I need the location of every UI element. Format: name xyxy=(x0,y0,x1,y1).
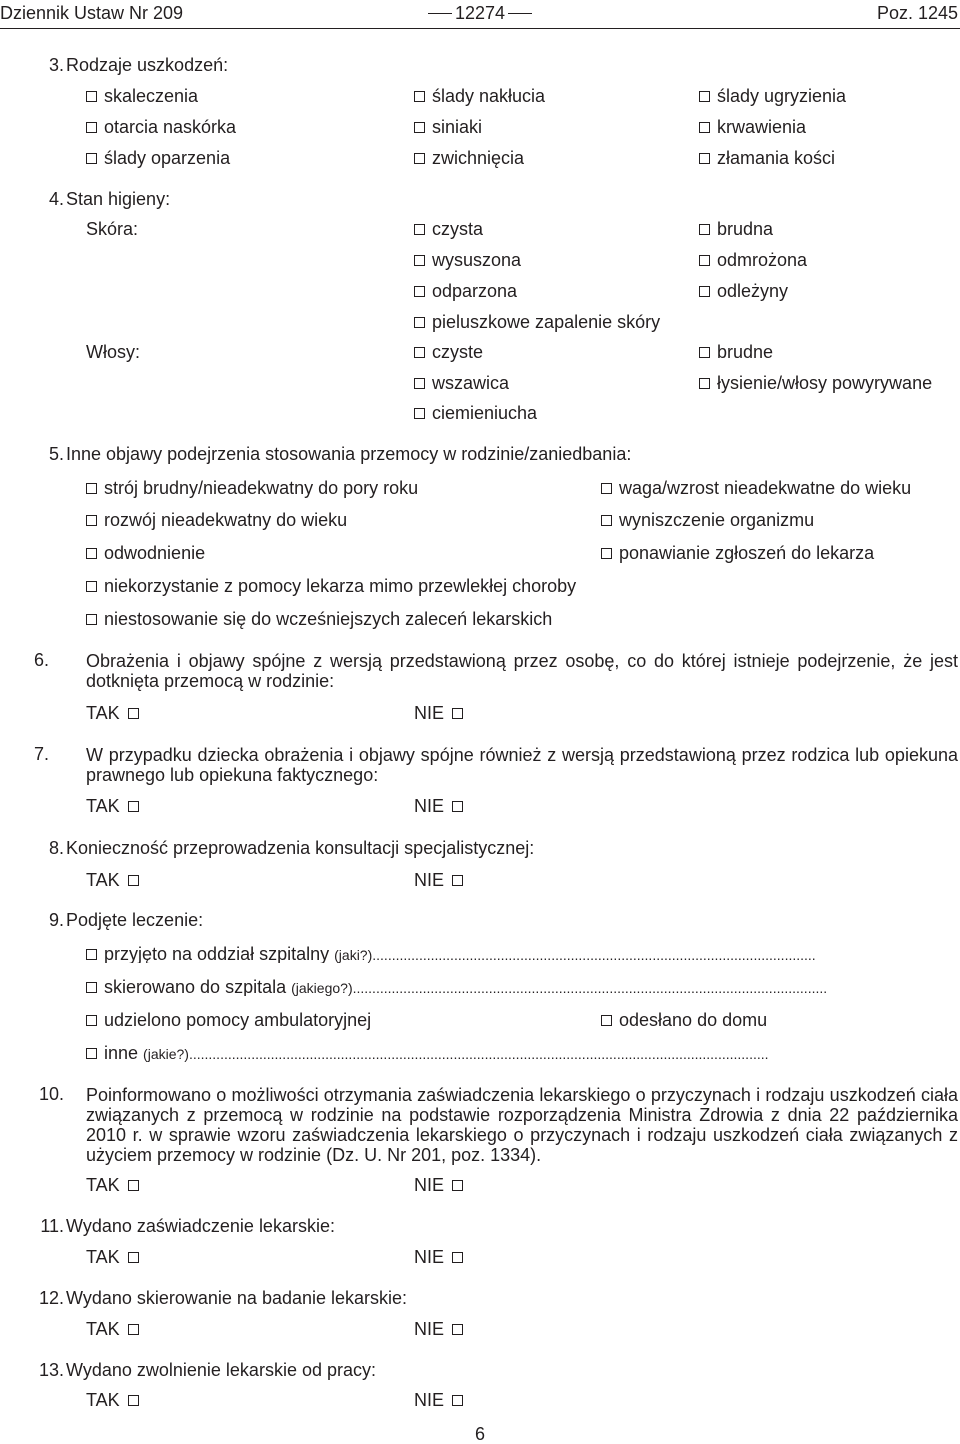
treatment-hospitalized[interactable]: przyjęto na oddział szpitalny (jaki?).................................................................................................................. xyxy=(86,945,958,963)
yes-option[interactable]: TAK xyxy=(86,1391,146,1409)
yes-checkbox[interactable] xyxy=(128,1324,139,1335)
checkbox[interactable] xyxy=(601,1015,612,1026)
checkbox[interactable] xyxy=(86,1048,97,1059)
checkbox-option[interactable]: ślady nakłucia xyxy=(414,87,545,105)
checkbox-option[interactable]: odparzona xyxy=(414,282,517,300)
checkbox[interactable] xyxy=(699,255,710,266)
yes-option[interactable]: TAK xyxy=(86,1176,146,1194)
fill-in-dots[interactable]: .................................................................................................................. xyxy=(372,947,816,963)
checkbox-option[interactable]: zwichnięcia xyxy=(414,149,524,167)
no-checkbox[interactable] xyxy=(452,801,463,812)
checkbox-option[interactable]: łysienie/włosy powyrywane xyxy=(699,374,932,392)
page-header xyxy=(0,0,960,30)
checkbox-option[interactable]: wszawica xyxy=(414,374,509,392)
section-13-heading: 13. Wydano zwolnienie lekarskie od pracy: xyxy=(38,1360,376,1380)
page-footer-number: 6 xyxy=(474,1424,485,1444)
checkbox[interactable] xyxy=(699,224,710,235)
section-9-heading: 9. Podjęte leczenie: xyxy=(48,910,204,930)
checkbox-option[interactable]: odwodnienie xyxy=(86,544,205,562)
checkbox[interactable] xyxy=(86,153,97,164)
skin-label: Skóra: xyxy=(86,219,139,239)
checkbox-option[interactable]: ponawianie zgłoszeń do lekarza xyxy=(601,544,874,562)
checkbox[interactable] xyxy=(414,224,425,235)
yes-option[interactable]: TAK xyxy=(86,704,146,722)
checkbox-option[interactable]: ślady oparzenia xyxy=(86,149,230,167)
yes-option[interactable]: TAK xyxy=(86,1248,146,1266)
checkbox-option[interactable]: waga/wzrost nieadekwatne do wieku xyxy=(601,479,911,497)
checkbox-option[interactable]: wyniszczenie organizmu xyxy=(601,511,814,529)
checkbox-option[interactable]: odleżyny xyxy=(699,282,788,300)
no-option[interactable]: NIE xyxy=(414,1176,470,1194)
checkbox[interactable] xyxy=(414,91,425,102)
checkbox-option[interactable]: niekorzystanie z pomocy lekarza mimo przewlekłej choroby xyxy=(86,577,576,595)
no-checkbox[interactable] xyxy=(452,1252,463,1263)
checkbox-option[interactable]: wysuszona xyxy=(414,251,521,269)
yes-option[interactable]: TAK xyxy=(86,797,146,815)
checkbox-option[interactable]: skaleczenia xyxy=(86,87,198,105)
yes-option[interactable]: TAK xyxy=(86,1320,146,1338)
checkbox-option[interactable]: odmrożona xyxy=(699,251,807,269)
treatment-other[interactable]: inne (jakie?)..................................................................................................................................................... xyxy=(86,1044,958,1062)
checkbox[interactable] xyxy=(414,347,425,358)
checkbox-option[interactable]: pieluszkowe zapalenie skóry xyxy=(414,313,660,331)
treatment-referred[interactable]: skierowano do szpitala (jakiego?).......................................................................................................................... xyxy=(86,978,958,996)
checkbox[interactable] xyxy=(86,548,97,559)
checkbox[interactable] xyxy=(601,548,612,559)
checkbox[interactable] xyxy=(699,122,710,133)
journal-title: Dziennik Ustaw Nr 209 xyxy=(0,3,184,23)
yes-checkbox[interactable] xyxy=(128,1252,139,1263)
section-3-heading: 3. Rodzaje uszkodzeń: xyxy=(48,55,229,75)
checkbox-option[interactable]: siniaki xyxy=(414,118,482,136)
checkbox[interactable] xyxy=(86,483,97,494)
checkbox[interactable] xyxy=(414,317,425,328)
checkbox[interactable] xyxy=(414,378,425,389)
checkbox-option[interactable]: czysta xyxy=(414,220,483,238)
checkbox[interactable] xyxy=(86,122,97,133)
checkbox[interactable] xyxy=(86,515,97,526)
checkbox[interactable] xyxy=(86,614,97,625)
yes-checkbox[interactable] xyxy=(128,1180,139,1191)
section-10-number: 10. xyxy=(38,1084,64,1104)
checkbox[interactable] xyxy=(601,483,612,494)
fill-in-dots[interactable]: ..................................................................................................................................................... xyxy=(188,1046,769,1062)
checkbox-option[interactable]: czyste xyxy=(414,343,483,361)
hair-label: Włosy: xyxy=(86,342,140,362)
no-checkbox[interactable] xyxy=(452,875,463,886)
checkbox[interactable] xyxy=(414,286,425,297)
section-7-number: 7. xyxy=(34,744,50,764)
checkbox-option[interactable]: rozwój nieadekwatny do wieku xyxy=(86,511,347,529)
section-8-heading: 8. Konieczność przeprowadzenia konsultacji specjalistycznej: xyxy=(48,838,535,858)
checkbox[interactable] xyxy=(414,122,425,133)
checkbox[interactable] xyxy=(699,91,710,102)
no-option[interactable]: NIE xyxy=(414,1320,470,1338)
checkbox[interactable] xyxy=(86,949,97,960)
yes-option[interactable]: TAK xyxy=(86,871,146,889)
checkbox[interactable] xyxy=(699,347,710,358)
no-option[interactable]: NIE xyxy=(414,704,470,722)
section-10-text: Poinformowano o możliwości otrzymania zaświadczenia lekarskiego o przyczynach i rodzaju uszkodzeń ciała związanych z przemocą w rodzinie na podstawie rozporządzenia Ministra Zdrowia z dnia 22 października 2010 r. w sprawie wzoru zaświadczenia lekarskiego o przyczynach i rodzaju uszkodzeń ciała związanych z użyciem przemocy w rodzinie (Dz. U. Nr 201, poz. 1334). xyxy=(86,1085,958,1165)
section-11-heading: 11. Wydano zaświadczenie lekarskie: xyxy=(40,1216,335,1236)
checkbox-option[interactable]: brudna xyxy=(699,220,773,238)
checkbox-option[interactable]: ślady ugryzienia xyxy=(699,87,846,105)
yes-checkbox[interactable] xyxy=(128,1395,139,1406)
treatment-outpatient[interactable]: udzielono pomocy ambulatoryjnej xyxy=(86,1011,371,1029)
section-6-text: Obrażenia i objawy spójne z wersją przedstawioną przez osobę, co do której istnieje podejrzenie, że jest dotknięta przemocą w rodzinie: xyxy=(86,651,958,691)
journal-page-number: 12274 xyxy=(432,4,528,22)
checkbox-option[interactable]: ciemieniucha xyxy=(414,404,537,422)
checkbox-option[interactable]: otarcia naskórka xyxy=(86,118,236,136)
section-6-number: 6. xyxy=(34,650,50,670)
no-option[interactable]: NIE xyxy=(414,797,470,815)
checkbox[interactable] xyxy=(86,982,97,993)
no-option[interactable]: NIE xyxy=(414,871,470,889)
checkbox-option[interactable]: brudne xyxy=(699,343,773,361)
section-7-text: W przypadku dziecka obrażenia i objawy spójne również z wersją przedstawioną przez rodzica lub opiekuna prawnego lub opiekuna faktycznego: xyxy=(86,745,958,785)
checkbox[interactable] xyxy=(699,378,710,389)
no-checkbox[interactable] xyxy=(452,1180,463,1191)
checkbox[interactable] xyxy=(699,286,710,297)
checkbox[interactable] xyxy=(414,408,425,419)
checkbox[interactable] xyxy=(86,1015,97,1026)
no-checkbox[interactable] xyxy=(452,1395,463,1406)
section-5-heading: 5. Inne objawy podejrzenia stosowania przemocy w rodzinie/zaniedbania: xyxy=(48,444,632,464)
position-number: Poz. 1245 xyxy=(876,3,958,23)
no-checkbox[interactable] xyxy=(452,708,463,719)
checkbox[interactable] xyxy=(414,255,425,266)
checkbox[interactable] xyxy=(601,515,612,526)
no-checkbox[interactable] xyxy=(452,1324,463,1335)
header-rule xyxy=(0,28,960,29)
checkbox[interactable] xyxy=(86,581,97,592)
section-12-heading: 12. Wydano skierowanie na badanie lekarskie: xyxy=(38,1288,408,1308)
section-4-heading: 4. Stan higieny: xyxy=(48,189,171,209)
checkbox[interactable] xyxy=(414,153,425,164)
treatment-sent-home[interactable]: odesłano do domu xyxy=(601,1011,767,1029)
checkbox-option[interactable]: niestosowanie się do wcześniejszych zaleceń lekarskich xyxy=(86,610,552,628)
checkbox[interactable] xyxy=(86,91,97,102)
yes-checkbox[interactable] xyxy=(128,708,139,719)
checkbox-option[interactable]: krwawienia xyxy=(699,118,806,136)
checkbox-option[interactable]: złamania kości xyxy=(699,149,835,167)
no-option[interactable]: NIE xyxy=(414,1391,470,1409)
yes-checkbox[interactable] xyxy=(128,875,139,886)
checkbox[interactable] xyxy=(699,153,710,164)
fill-in-dots[interactable]: .......................................................................................................................... xyxy=(352,980,828,996)
no-option[interactable]: NIE xyxy=(414,1248,470,1266)
yes-checkbox[interactable] xyxy=(128,801,139,812)
checkbox-option[interactable]: strój brudny/nieadekwatny do pory roku xyxy=(86,479,418,497)
